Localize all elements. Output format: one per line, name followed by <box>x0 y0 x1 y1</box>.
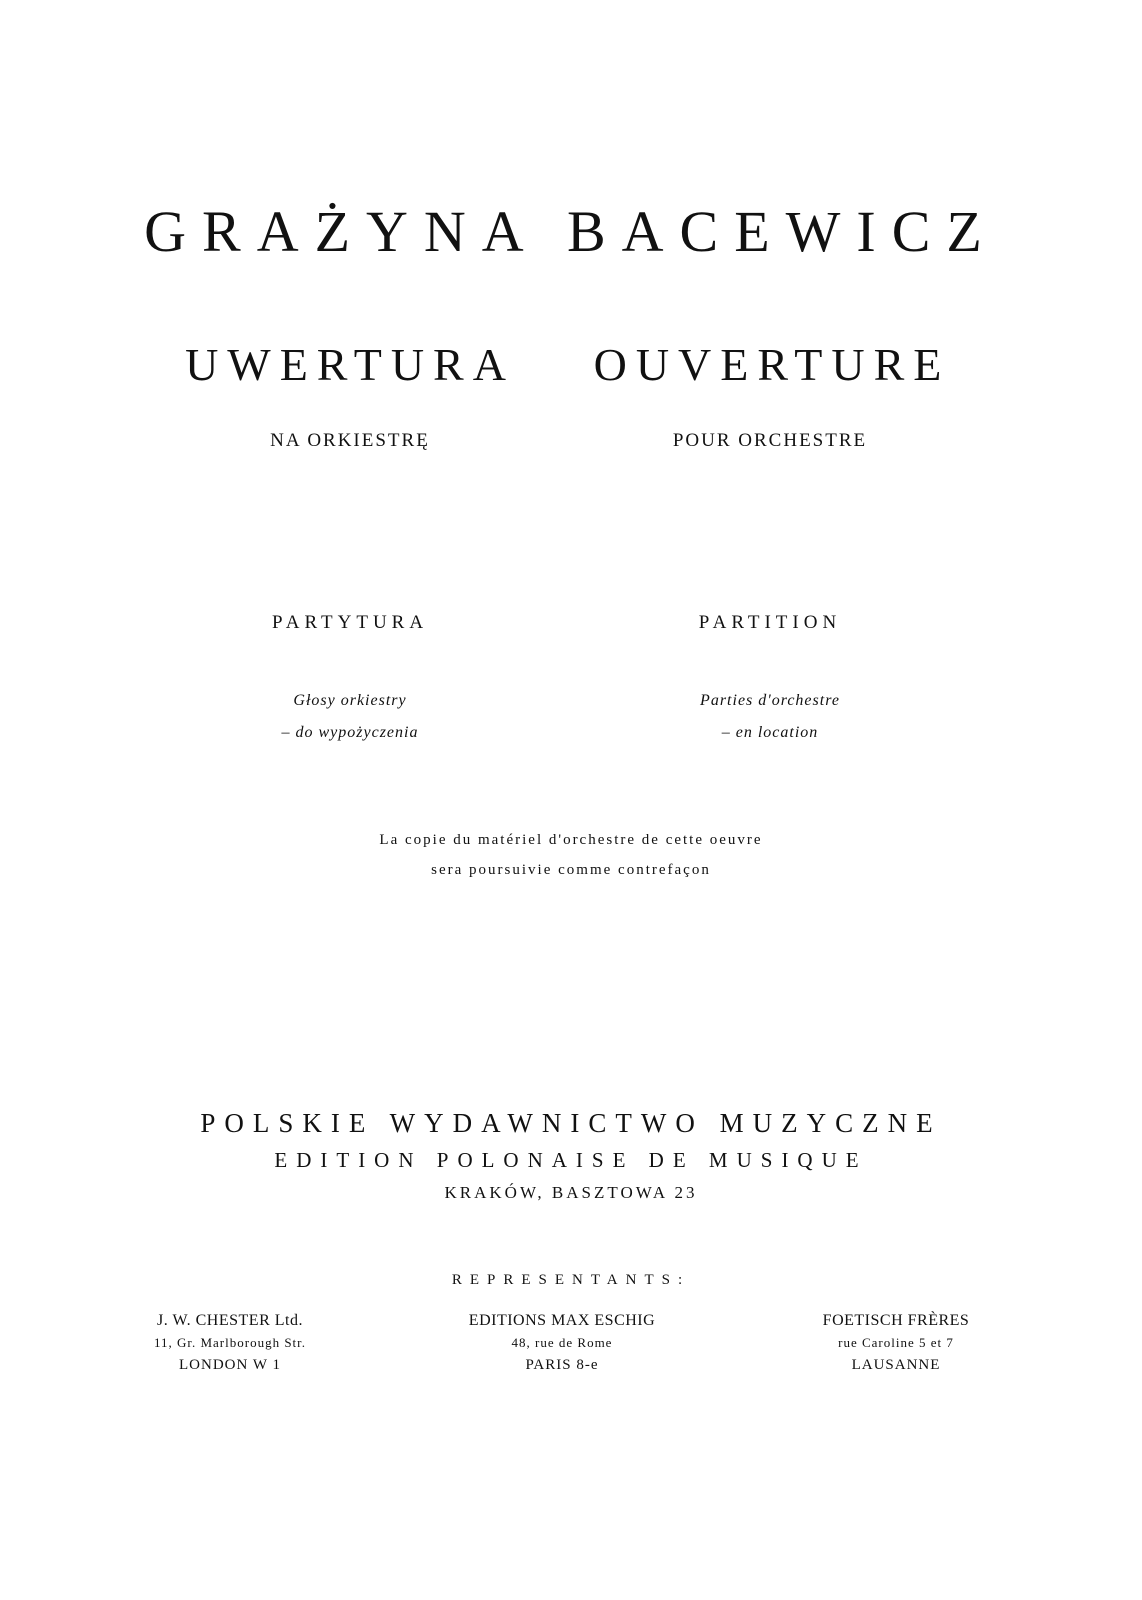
representative-london <box>80 1310 380 1376</box>
representatives-heading: REPRESENTANTS: <box>451 1272 691 1288</box>
representative-address: 48, rue de Rome <box>511 1335 613 1350</box>
publisher-name-french: EDITION POLONAISE DE MUSIQUE <box>274 1148 868 1172</box>
copyright-notice-line1: La copie du matériel d'orchestre de cette oeuvre <box>379 832 763 848</box>
parts-french-line2: – en location <box>721 724 819 741</box>
representative-city: LAUSANNE <box>851 1357 941 1373</box>
parts-polish-line2: – do wypożyczenia <box>281 724 419 741</box>
representative-address: 11, Gr. Marlborough Str. <box>153 1335 307 1350</box>
representative-city: LONDON W 1 <box>179 1357 281 1373</box>
representative-name: EDITIONS MAX ESCHIG <box>468 1312 656 1329</box>
subtitle-french: POUR ORCHESTRE <box>672 430 868 451</box>
representative-paris <box>412 1310 712 1376</box>
parts-french-line1: Parties d'orchestre <box>700 692 840 709</box>
title-polish: UWERTURA <box>185 339 515 390</box>
subtitle-polish: NA ORKIESTRĘ <box>270 430 430 451</box>
publisher-name: POLSKIE WYDAWNICTWO MUZYCZNE <box>200 1108 942 1138</box>
score-label-polish: PARTYTURA <box>271 612 429 633</box>
representative-name: FOETISCH FRÈRES <box>822 1312 970 1329</box>
representative-lausanne <box>746 1310 1046 1376</box>
parts-polish-line1: Głosy orkiestry <box>293 692 407 709</box>
publisher-address: KRAKÓW, BASZTOWA 23 <box>444 1183 698 1202</box>
copyright-notice-line2: sera poursuivie comme contrefaçon <box>431 862 711 878</box>
score-label-french: PARTITION <box>698 612 842 633</box>
representative-city: PARIS 8-e <box>525 1357 599 1373</box>
representative-address: rue Caroline 5 et 7 <box>838 1335 954 1350</box>
composer-name: GRAŻYNA BACEWICZ <box>144 199 998 264</box>
title-french: OUVERTURE <box>593 339 951 390</box>
representative-name: J. W. CHESTER Ltd. <box>157 1312 303 1329</box>
